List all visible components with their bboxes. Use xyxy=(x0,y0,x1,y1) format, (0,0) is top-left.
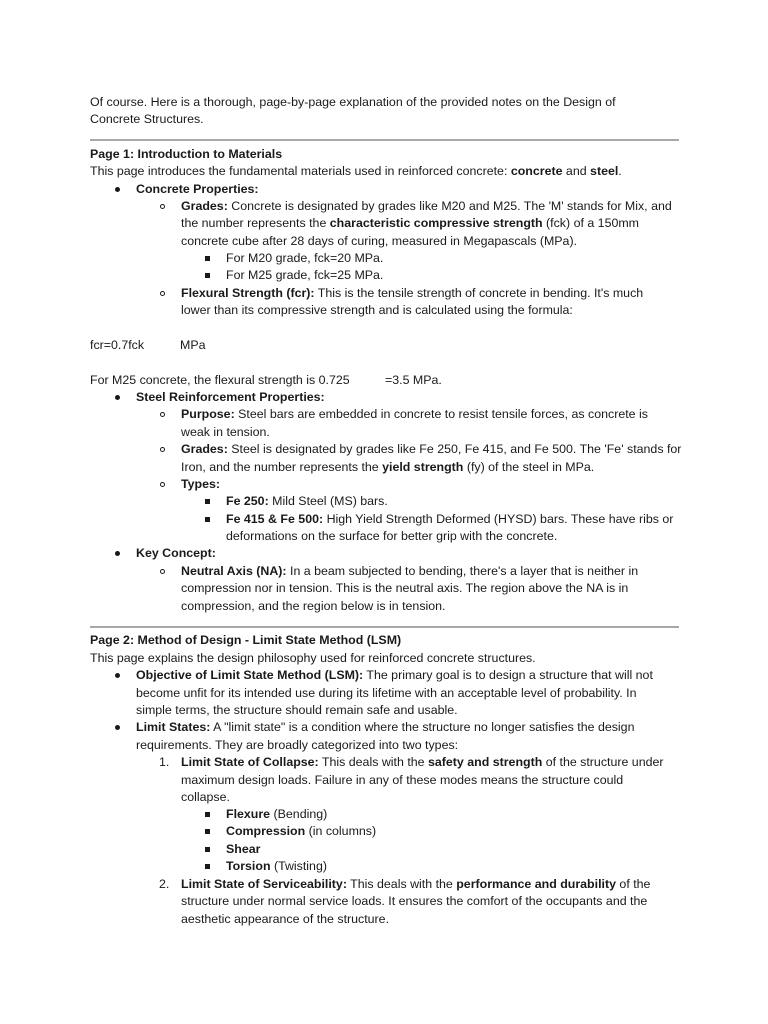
purpose-line-1: Purpose: Steel bars are embedded in concrete to resist tensile forces, as concrete is xyxy=(181,407,648,421)
objective-line-2: become unfit for its intended use during its lifetime with an acceptable level of probability. In xyxy=(136,686,637,700)
objective-line-1: Objective of Limit State Method (LSM): The primary goal is to design a structure that will not xyxy=(136,668,653,682)
bullet-circle xyxy=(160,412,165,417)
bullet-disc xyxy=(115,395,120,400)
flexural-line-1: Flexural Strength (fcr): This is the tensile strength of concrete in bending. It's much xyxy=(181,286,644,300)
divider xyxy=(90,139,679,141)
steel-properties-heading: Steel Reinforcement Properties: xyxy=(136,390,325,404)
bullet-circle xyxy=(160,482,165,487)
m25-item: For M25 grade, fck=25 MPa. xyxy=(226,268,384,282)
neutral-axis-line-1: Neutral Axis (NA): In a beam subjected to bending, there's a layer that is neither in xyxy=(181,564,639,578)
m20-item: For M20 grade, fck=20 MPa. xyxy=(226,251,384,265)
grades-line-1: Grades: Concrete is designated by grades like M20 and M25. The 'M' stands for Mix, and xyxy=(181,199,672,213)
intro-line-2: Concrete Structures. xyxy=(90,112,204,126)
bullet-square xyxy=(205,517,210,522)
bullet-circle xyxy=(160,447,165,452)
flexural-line-2: lower than its compressive strength and is calculated using the formula: xyxy=(181,303,573,317)
torsion-item: Torsion (Twisting) xyxy=(226,859,327,873)
bullet-disc xyxy=(115,187,120,192)
bullet-circle xyxy=(160,291,165,296)
serviceability-line-3: aesthetic appearance of the structure. xyxy=(181,912,390,926)
divider xyxy=(90,626,679,628)
bullet-square xyxy=(205,829,210,834)
fe415-line-2: deformations on the surface for better grip with the concrete. xyxy=(226,529,558,543)
collapse-line-2: maximum design loads. Failure in any of these modes means the structure could xyxy=(181,773,624,787)
intro-line-1: Of course. Here is a thorough, page-by-page explanation of the provided notes on the Design of xyxy=(90,95,616,109)
page2-heading: Page 2: Method of Design - Limit State Method (LSM) xyxy=(90,633,402,647)
bullet-square xyxy=(205,847,210,852)
fe415-line-1: Fe 415 & Fe 500: High Yield Strength Deformed (HYSD) bars. These have ribs or xyxy=(226,512,674,526)
limit-states-line-1: Limit States: A "limit state" is a condition where the structure no longer satisfies the design xyxy=(136,720,635,734)
bullet-disc xyxy=(115,673,120,678)
formula-left: fcr=0.7fck xyxy=(90,338,145,352)
m25-flexural-right: =3.5 MPa. xyxy=(385,373,442,387)
bullet-circle xyxy=(160,569,165,574)
bullet-square xyxy=(205,864,210,869)
page2-intro: This page explains the design philosophy used for reinforced concrete structures. xyxy=(90,651,536,665)
neutral-axis-line-2: compression nor in tension. This is the neutral axis. The region above the NA is in xyxy=(181,581,629,595)
limit-states-line-2: requirements. They are broadly categorized into two types: xyxy=(136,738,459,752)
objective-line-3: simple terms, the structure should remain safe and usable. xyxy=(136,703,458,717)
steel-grades-line-1: Grades: Steel is designated by grades like Fe 250, Fe 415, and Fe 500. The 'Fe' stands for xyxy=(181,442,682,456)
page1-heading: Page 1: Introduction to Materials xyxy=(90,147,283,161)
list-number: 1. xyxy=(159,755,170,769)
flexure-item: Flexure (Bending) xyxy=(226,807,328,821)
concrete-properties-heading: Concrete Properties: xyxy=(136,182,259,196)
bullet-disc xyxy=(115,551,120,556)
neutral-axis-line-3: compression, and the region below is in tension. xyxy=(181,599,446,613)
fe250-item: Fe 250: Mild Steel (MS) bars. xyxy=(226,494,388,508)
types-heading: Types: xyxy=(181,477,221,491)
collapse-line-3: collapse. xyxy=(181,790,230,804)
shear-item: Shear xyxy=(226,842,261,856)
bullet-disc xyxy=(115,725,120,730)
grades-line-3: concrete cube after 28 days of curing, measured in Megapascals (MPa). xyxy=(181,234,578,248)
list-number: 2. xyxy=(159,877,170,891)
serviceability-line-2: structure under normal service loads. It ensures the comfort of the occupants and the xyxy=(181,894,648,908)
compression-item: Compression (in columns) xyxy=(226,824,377,838)
formula-right: MPa xyxy=(180,338,206,352)
purpose-line-2: weak in tension. xyxy=(181,425,270,439)
bullet-square xyxy=(205,812,210,817)
key-concept-heading: Key Concept: xyxy=(136,546,216,560)
bullet-square xyxy=(205,273,210,278)
m25-flexural-left: For M25 concrete, the flexural strength is 0.725 xyxy=(90,373,350,387)
bullet-square xyxy=(205,256,210,261)
collapse-line-1: Limit State of Collapse: This deals with the safety and strength of the structure under xyxy=(181,755,664,769)
bullet-square xyxy=(205,499,210,504)
serviceability-line-1: Limit State of Serviceability: This deals with the performance and durability of the xyxy=(181,877,651,891)
grades-line-2: the number represents the characteristic compressive strength (fck) of a 150mm xyxy=(181,216,639,230)
page1-intro: This page introduces the fundamental materials used in reinforced concrete: concrete and steel. xyxy=(90,164,622,178)
bullet-circle xyxy=(160,204,165,209)
steel-grades-line-2: Iron, and the number represents the yield strength (fy) of the steel in MPa. xyxy=(181,460,595,474)
